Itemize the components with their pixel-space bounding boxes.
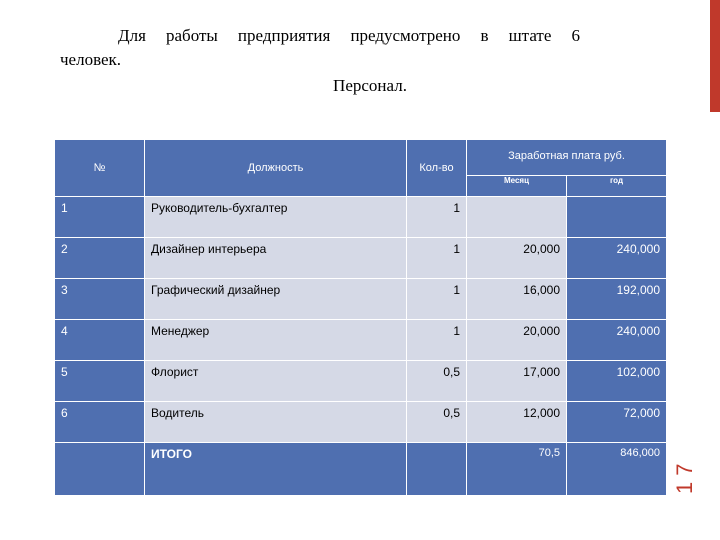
row-month-salary: 20,000	[467, 320, 567, 361]
row-position: Флорист	[145, 361, 407, 402]
table-row	[55, 402, 667, 443]
header-month: Месяц	[467, 176, 567, 197]
header-salary: Заработная плата руб.	[467, 140, 667, 176]
row-number: 2	[55, 238, 145, 279]
row-year-salary: 102,000	[567, 361, 667, 402]
staff-table	[54, 139, 667, 496]
table-row	[55, 197, 667, 238]
row-number: 6	[55, 402, 145, 443]
section-subtitle: Персонал.	[333, 76, 407, 95]
header-number: №	[55, 140, 145, 197]
row-month-salary: 16,000	[467, 279, 567, 320]
header-count: Кол-во	[407, 140, 467, 197]
row-year-salary: 72,000	[567, 402, 667, 443]
row-year-salary: 192,000	[567, 279, 667, 320]
total-month: 70,5	[467, 443, 567, 496]
total-label: ИТОГО	[145, 443, 407, 496]
row-position: Руководитель-бухгалтер	[145, 197, 407, 238]
row-position: Менеджер	[145, 320, 407, 361]
table-row	[55, 279, 667, 320]
total-year: 846,000	[567, 443, 667, 496]
row-year-salary	[567, 197, 667, 238]
table-row	[55, 238, 667, 279]
total-empty-cell	[407, 443, 467, 496]
table-row	[55, 320, 667, 361]
row-month-salary	[467, 197, 567, 238]
table-row	[55, 361, 667, 402]
row-number: 4	[55, 320, 145, 361]
row-month-salary: 12,000	[467, 402, 567, 443]
row-count: 1	[407, 238, 467, 279]
row-count: 1	[407, 279, 467, 320]
row-position: Водитель	[145, 402, 407, 443]
row-month-salary: 17,000	[467, 361, 567, 402]
row-count: 1	[407, 320, 467, 361]
intro-text: Для работы предприятия предусмотрено в штате 6 человек.	[60, 26, 580, 69]
row-month-salary: 20,000	[467, 238, 567, 279]
total-empty-cell	[55, 443, 145, 496]
row-year-salary: 240,000	[567, 320, 667, 361]
row-count: 0,5	[407, 402, 467, 443]
row-number: 5	[55, 361, 145, 402]
page-number: 17	[672, 457, 697, 494]
row-count: 0,5	[407, 361, 467, 402]
row-position: Графический дизайнер	[145, 279, 407, 320]
row-count: 1	[407, 197, 467, 238]
total-row	[55, 443, 667, 496]
row-number: 1	[55, 197, 145, 238]
row-number: 3	[55, 279, 145, 320]
row-year-salary: 240,000	[567, 238, 667, 279]
header-year: год	[567, 176, 667, 197]
row-position: Дизайнер интерьера	[145, 238, 407, 279]
header-position: Должность	[145, 140, 407, 197]
